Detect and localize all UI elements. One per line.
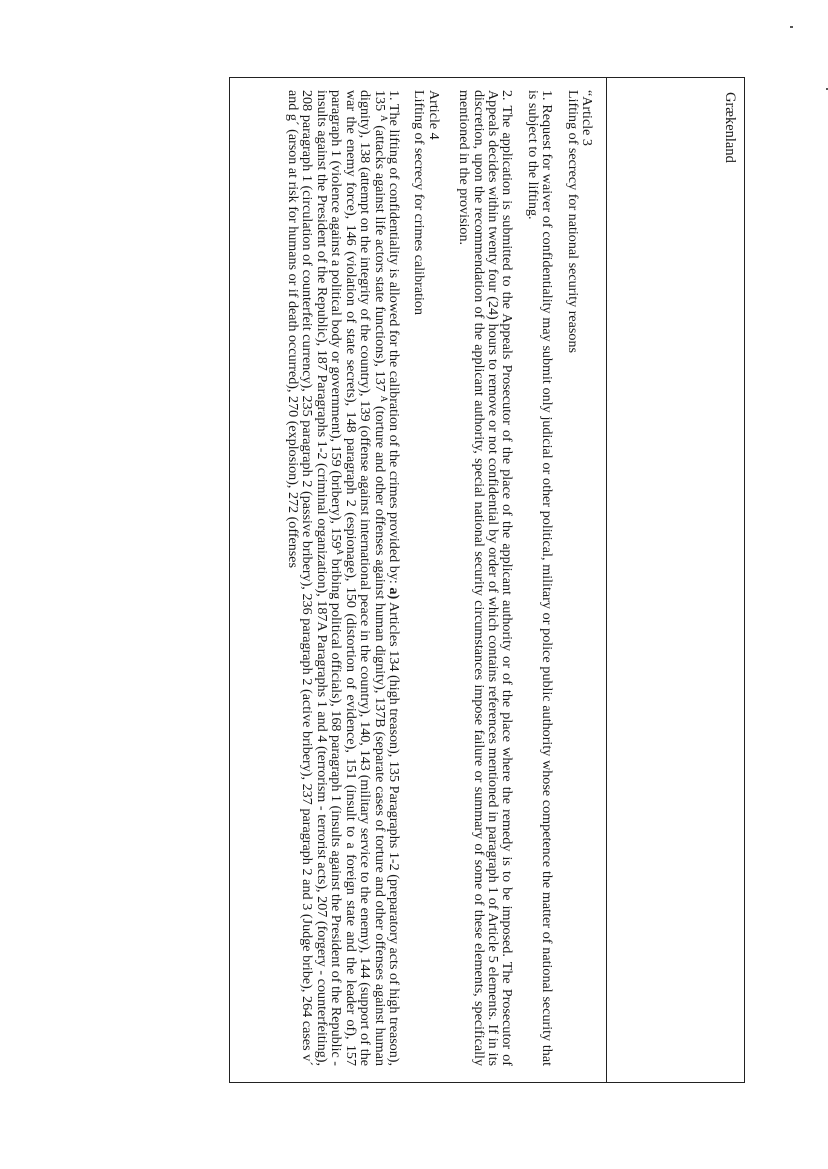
article-4-subheading: Lifting of secrecy for crimes calibration <box>411 90 428 316</box>
text-run: Articles 134 (high treason), 135 Paragraphs 1-2 (preparatory acts of high treason), 135 <box>371 90 402 1066</box>
text-run: 1. The lifting of confidentiality is allowed for the calibration of the crimes provided by: <box>385 90 402 588</box>
text-run: (attacks against life actors state functions), 137 <box>371 121 388 396</box>
article-3-paragraph-1: 1. Request for waiver of confidentiality may submit only judicial or other political, military or police public authority whose competence the matter of national security that is subject to the lifting. <box>524 90 556 1066</box>
country-cell <box>606 78 744 1082</box>
country-label: Grækenland <box>722 92 738 163</box>
article-3-heading: “Article 3 <box>579 90 595 146</box>
article-3-paragraph-2: 2. The application is submitted to the Appeals Prosecutor of the place of the applicant authority or of the place where the remedy is to be imposed. The Prosecutor of Appeals decides within twenty four (24) hours to remove or not confidential by order of which contains references mentioned in paragraph 1 of Article 5 elements. If in its discretion, upon the recommendation of the applicant authority, special national security circumstances impose failure or summary of some of these elements, specifically mentioned in the provision. <box>456 90 516 1066</box>
superscript: A <box>378 395 389 403</box>
text-run: (torture and other offenses against human dignity), 137B (separate cases of torture and other offenses against human dignity), 138 (attempt on the integrity of the country), 139 (offense against international peace in the country), 140, 143 (military service to the enemy), 144 (support of the war the enemy force), 146 (violation of state secrets), 148 paragraph 2 (espionage), 150 (distortion of evidence), 151 (insult to a foreign state and the leader of), 157 paragraph 1 (violence against a political body or government), 159 (bribery), 159 <box>328 90 388 1066</box>
scan-speck <box>790 26 793 28</box>
article-4-heading: Article 4 <box>425 90 442 140</box>
article-3-subheading: Lifting of secrecy for national security reasons <box>564 90 581 353</box>
superscript: A <box>378 114 389 122</box>
superscript: A <box>335 548 346 556</box>
text-run: bribing political officials), 168 paragraph 1 (insults against the President of the Republic - insults against the President of the Republic), 187 Paragraphs 1-2 (criminal organization), 187A Paragraphs 1 and 4 (terrorism - terrorist acts), 207 (forgery - counterfeiting), 208 paragraph 1 (circulation of counterfeit currency), 235 paragraph 2 (passive bribery), 236 paragraph 2 (active bribery), 237 paragraph 2 and 3 (Judge bribe), 264 cases v´ and g´ (arson at risk for humans or if death occurred), 270 (explosion), 272 (offenses <box>285 90 345 1066</box>
article-4-paragraph-1 <box>286 90 401 1066</box>
content-cell <box>230 78 606 1082</box>
document-table <box>229 77 745 1083</box>
bold-label: a) <box>385 587 402 600</box>
